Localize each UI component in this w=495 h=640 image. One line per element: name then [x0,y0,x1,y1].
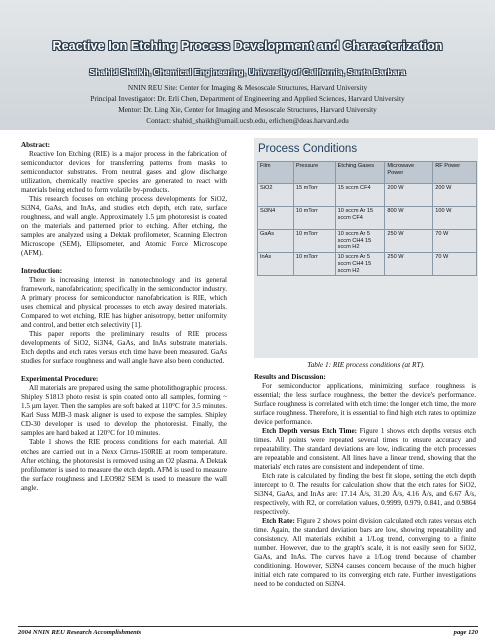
results-heading: Results and Discussion: [254,373,326,381]
contact-line: Contact: shahid_shaikh@umail.ucsb.edu, erlichen@deas.harvard.edu [146,116,349,125]
subsection-label: Etch Depth versus Etch Time: [262,427,358,436]
site-line: NNIN REU Site: Center for Imaging & Mesoscale Structures, Harvard University [127,83,368,92]
table-cell: 70 W [433,230,477,253]
table-cell: 10 sccm Ar 5 sccm CH4 15 sccm H2 [335,230,385,253]
page-title: Reactive Ion Etching Process Development and Characterization [52,39,443,53]
table-cell: 15 sccm CF4 [335,184,385,207]
mentor-line: Mentor: Dr. Ling Xie, Center for Imaging and Mesoscale Structures, Harvard University [118,105,377,114]
table-row [258,253,477,276]
table-cell: SiO2 [258,184,294,207]
author-line: Shahid Shaikh, Chemical Engineering, University of California, Santa Barbara [89,67,406,77]
table-cell: 10 sccm Ar 15 sccm CF4 [335,207,385,230]
process-conditions-table [257,161,477,276]
table-cell: 100 W [433,207,477,230]
results-text: Figure 2 shows point division calculated etch rates versus etch time. Again, the standard deviation bars are low, showing repeatability and consistency. All materials exhibit a 1/Log trend, converging to a finite number. However, due to the graph's scale, it is not easily seen for SiO2, GaAs, and InAs. The curves have a 1/Log trend because of chamber conditioning. However, Si3N4 causes concern because of the much higher initial etch rate compared to its converging etch rate. Further investigations need to be conducted on Si3N4. [254,517,477,589]
table-header-cell: RF Power [433,162,477,184]
subsection-label: Etch Rate: [262,517,295,526]
introduction-paragraph: There is increasing interest in nanotechnology and its general framework, nanofabrication; specifically in the semiconductor industry. A primary process for semiconductor nanofabrication is RIE, which uses chemical and physical processes to etch away desired materials. Compared to wet etching, RIE has higher anisotropy, better uniformity and control, and better etch selectivity [1]. [21,276,227,330]
experimental-heading: Experimental Procedure: [21,375,99,384]
table-title: Process Conditions [258,143,358,155]
abstract-paragraph: This research focuses on etching process developments for SiO2, Si3N4, GaAs, and InAs, and studies etch depth, etch rate, surface roughness, and wall angle. Approximately 1.5 µm photoresist is coated on the materials and patterned prior to etching. After etching, the samples are analyzed using a Dektak profilometer, Scanning Electron Microscope (SEM), Ellipsometer, and Atomic Force Microscope (AFM). [21,195,227,258]
footer-divider [18,626,478,627]
table-row [258,207,477,230]
results-paragraph: Etch rate is calculated by finding the best fit slope, setting the etch depth intercept to 0. The results for calculation show that the etch rates for SiO2, Si3N4, GaAs, and InAs are: 17.14 Å/s, 31.20 Å/s, 4.16 Å/s, and 6.67 Å/s, respectively, with R2, or correlation values, 0.9999, 0.979, 0.841, and 0.9864 respectively. [254,472,476,517]
abstract-heading: Abstract: [21,141,50,149]
table-cell: 10 mTorr [293,207,335,230]
experimental-paragraph: Table 1 shows the RIE process conditions for each material. All etches are carried out in a Nexx Cirrus-150RIE at room temperature. After etching, the photoresist is removed using an O2 plasma. A Dektak profilometer is used to measure the etch depth. AFM is used to measure the surface roughness and LEO982 SEM is used to measure the wall angle. [21,438,227,492]
table-row [258,230,477,253]
process-conditions-figure [254,138,478,358]
introduction-paragraph: This paper reports the preliminary results of RIE process developments of SiO2, Si3N4, GaAs, and InAs substrate materials. Etch depths and etch rates versus etch time have been measured. GaAs studies for surface roughness and wall angle have also been conducted. [21,330,227,366]
footer-title: 2004 NNIN REU Research Accomplishments [18,629,142,636]
table-cell: 200 W [385,184,433,207]
results-text: Figure 1 shows etch depths versus etch times. All points were repeated several times to ensure accuracy and repeatability. The standard deviations are low, indicating the etch processes are repeatable and consistent. All lines have a linear trend, showing that the materials' etch rates are consistent and independent of time. [254,427,476,472]
table-caption: Table 1: RIE process conditions (at RT). [307,360,425,369]
table-cell: GaAs [258,230,294,253]
table-header-row [258,162,477,184]
table-cell: 10 mTorr [293,230,335,253]
table-cell: 10 mTorr [293,253,335,276]
table-row [258,184,477,207]
table-cell: 10 sccm Ar 5 sccm CH4 15 sccm H2 [335,253,385,276]
page-number: page 120 [453,629,478,636]
table-cell: InAs [258,253,294,276]
table-header-cell: Film [258,162,294,184]
table-cell: Si3N4 [258,207,294,230]
table-cell: 250 W [385,253,433,276]
table-header-cell: Pressure [293,162,335,184]
results-paragraph: For semiconductor applications, minimizing surface roughness is essential; the less surface roughness, the better the device's performance. Surface roughness is correlated with etch time: the longer etch time, the more surface roughness. Therefore, it is essential to find high etch rates to optimize device performance. [254,382,476,427]
results-paragraph [254,427,476,472]
left-column [21,141,227,493]
results-paragraph [254,517,476,589]
table-cell: 15 mTorr [293,184,335,207]
right-column [254,373,476,589]
table-cell: 250 W [385,230,433,253]
introduction-heading: Introduction: [21,267,63,276]
table-cell: 70 W [433,253,477,276]
table-header-cell: Etching Gases [335,162,385,184]
table-cell: 800 W [385,207,433,230]
table-cell: 200 W [433,184,477,207]
table-header-cell: Microwave Power [385,162,433,184]
experimental-paragraph: All materials are prepared using the same photolithographic process. Shipley S1813 photo resist is spin coated onto all samples, forming ~ 1.5 µm layer. Then the samples are soft baked at 110°C for 3.5 minutes. Karl Suss MJB-3 mask aligner is used to expose the samples. Shipley CD-30 developer is used to develop the photoresist. Finally, the samples are hard baked at 120°C for 10 minutes. [21,384,227,438]
abstract-paragraph: Reactive Ion Etching (RIE) is a major process in the fabrication of semiconductor devices for transferring patterns from masks to semiconductor substrates. From neutral gases and glow discharge utilization, chemically reactive species are generated to react with materials being etched to form volatile by-products. [21,150,227,195]
pi-line: Principal Investigator: Dr. Erli Chen, Department of Engineering and Applied Sciences, Harvard University [90,94,405,103]
